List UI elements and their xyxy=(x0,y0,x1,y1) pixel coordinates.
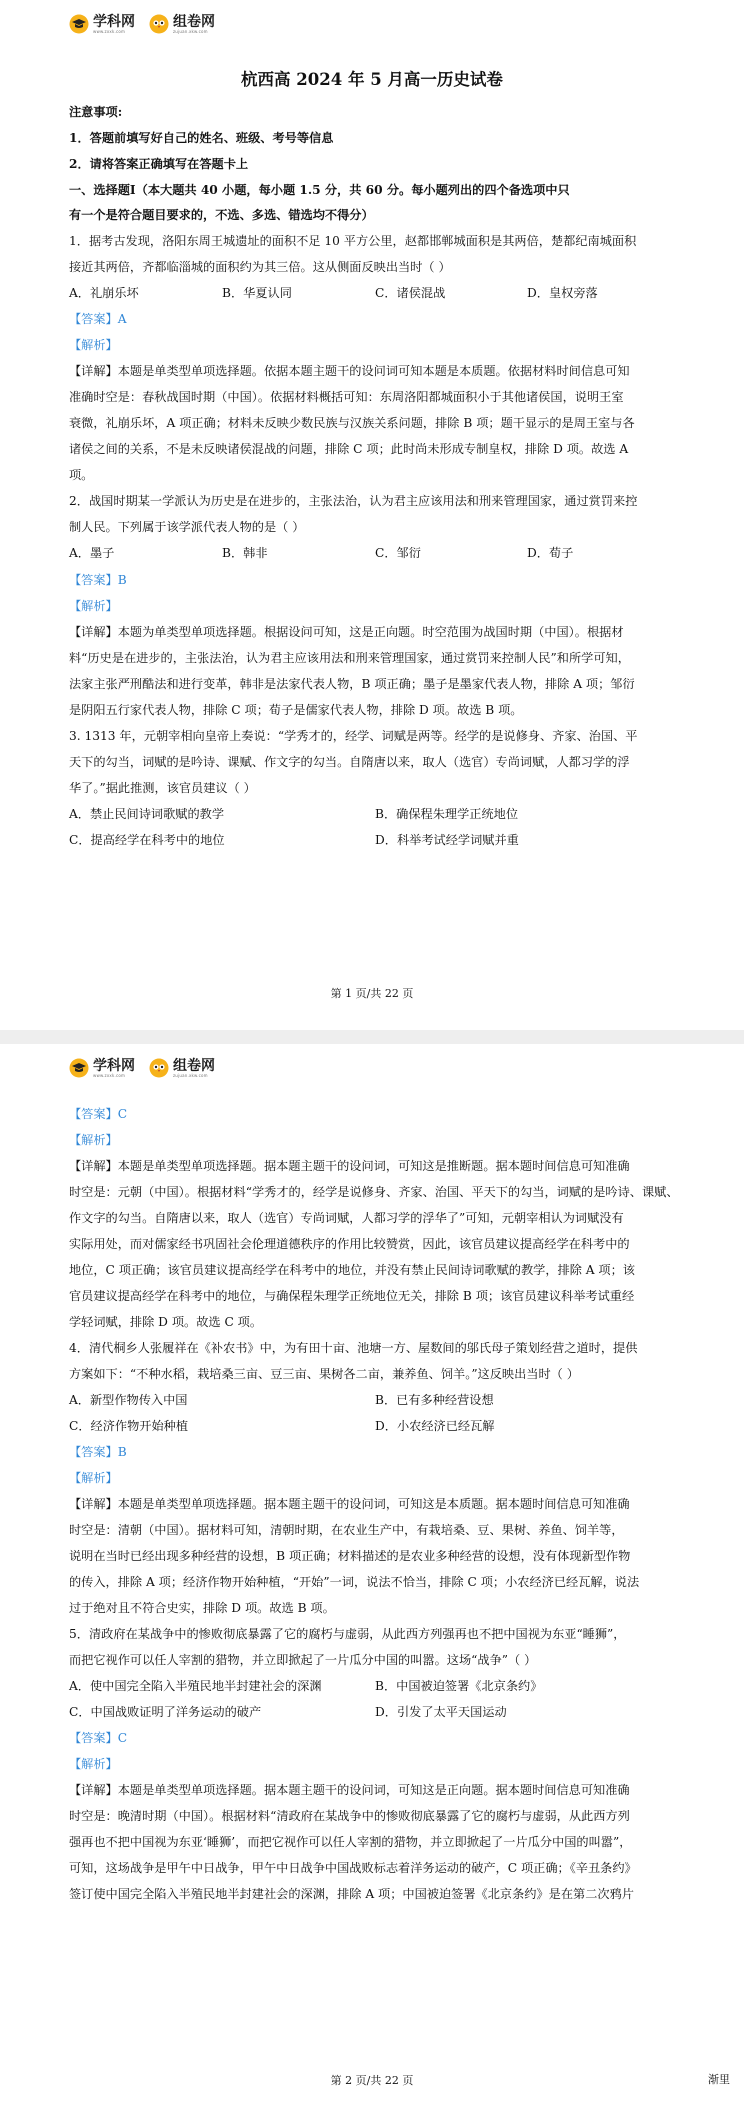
detail-text: 地位，C 项正确；该官员建议提高经学在科考中的地位，并没有禁止民间诗词歌赋的教学，排除 A 项；该 xyxy=(69,1263,635,1277)
logo-xuekewang: 学科网 www.zxxk.com xyxy=(69,1058,135,1078)
detail-text: 【详解】本题是单类型单项选择题。据本题主题干的设问词，可知这是推断题。据本题时间信息可知准确 xyxy=(69,1159,630,1173)
section-heading: 一、选择题Ⅰ（本大题共 40 小题，每小题 1.5 分，共 60 分。每小题列出的四个备选项中只 xyxy=(69,183,570,197)
detail-text: 是阴阳五行家代表人物，排除 C 项；荀子是儒家代表人物，排除 D 项。故选 B 项。 xyxy=(69,703,523,717)
page-footer: 第 2 页/共 22 页 xyxy=(330,2074,414,2087)
option-b: B．华夏认同 xyxy=(222,286,292,300)
option-c: C．中国战败证明了洋务运动的破产 xyxy=(69,1705,262,1719)
exam-title: 杭西高 2024 年 5 月高一历史试卷 xyxy=(241,70,503,89)
page-1 xyxy=(0,0,744,1030)
question-5: 5．清政府在某战争中的惨败彻底暴露了它的腐朽与虚弱，从此西方列强再也不把中国视为东亚“睡狮”， xyxy=(69,1627,626,1641)
detail-text: 签订使中国完全陷入半殖民地半封建社会的深渊，排除 A 项；中国被迫签署《北京条约》是在第二次鸦片 xyxy=(69,1887,634,1901)
question-3: 天下的勾当，词赋的是吟诗、课赋、作文字的勾当。自隋唐以来，取人（选官）专尚词赋，人都习学的浮 xyxy=(69,755,630,769)
question-1: 1．据考古发现，洛阳东周王城遗址的面积不足 10 平方公里，赵都邯郸城面积是其两倍，楚都纪南城面积 xyxy=(69,234,637,248)
option-b: B．确保程朱理学正统地位 xyxy=(375,807,519,821)
detail-text: 实际用处，而对儒家经书巩固社会伦理道德秩序的作用比较赞赏，因此，该官员建议提高经学在科考中的 xyxy=(69,1237,630,1251)
option-c: C．提高经学在科考中的地位 xyxy=(69,833,225,847)
analysis-label: 【解析】 xyxy=(69,599,118,613)
option-b: B．韩非 xyxy=(222,546,268,560)
analysis-label: 【解析】 xyxy=(69,1133,118,1147)
graduation-cap-icon xyxy=(69,1058,89,1078)
option-d: D．科举考试经学词赋并重 xyxy=(375,833,519,847)
detail-text: 的传入，排除 A 项；经济作物开始种植，“开始”一词，说法不恰当，排除 C 项；小农经济已经瓦解，说法 xyxy=(69,1575,640,1589)
analysis-label: 【解析】 xyxy=(69,1757,118,1771)
detail-text: 诸侯之间的关系，不是未反映诸侯混战的问题，排除 C 项；此时尚未形成专制皇权，排除 D 项。故选 A xyxy=(69,442,629,456)
question-2: 制人民。下列属于该学派代表人物的是（ ） xyxy=(69,520,305,534)
logo-zujuanwang: 组卷网 zujuan.xkw.com xyxy=(149,1058,215,1078)
detail-text: 【详解】本题为单类型单项选择题。根据设问可知，这是正向题。时空范围为战国时期（中国）。根据材 xyxy=(69,625,624,639)
answer-label: 【答案】C xyxy=(69,1731,128,1745)
option-d: D．小农经济已经瓦解 xyxy=(375,1419,495,1433)
logo-zujuanwang: 组卷网 zujuan.xkw.com xyxy=(149,14,215,34)
detail-text: 过于绝对且不符合史实，排除 D 项。故选 B 项。 xyxy=(69,1601,335,1615)
detail-text: 料“历史是在进步的，主张法治，认为君主应该用法和刑来管理国家，通过赏罚来控制人民”和所学可知， xyxy=(69,651,630,665)
notice-heading: 注意事项: xyxy=(69,105,123,119)
detail-text: 时空是：元朝（中国）。根据材料“学秀才的，经学是说修身、齐家、治国、平天下的勾当，词赋的是吟诗、课赋、 xyxy=(69,1185,679,1199)
analysis-label: 【解析】 xyxy=(69,338,118,352)
question-1: 接近其两倍，齐都临淄城的面积约为其三倍。这从侧面反映出当时（ ） xyxy=(69,260,451,274)
answer-label: 【答案】A xyxy=(69,312,127,326)
detail-text: 衰微，礼崩乐坏，A 项正确；材料未反映少数民族与汉族关系问题，排除 B 项；题干显示的是周王室与各 xyxy=(69,416,635,430)
option-d: D．荀子 xyxy=(527,546,574,560)
question-2: 2．战国时期某一学派认为历史是在进步的，主张法治，认为君主应该用法和刑来管理国家，通过赏罚来控 xyxy=(69,494,638,508)
detail-text: 准确时空是：春秋战国时期（中国）。依据材料概括可知：东周洛阳都城面积小于其他诸侯国，说明王室 xyxy=(69,390,624,404)
detail-text: 【详解】本题是单类型单项选择题。依据本题主题干的设问词可知本题是本质题。依据材料时间信息可知 xyxy=(69,364,630,378)
owl-icon xyxy=(149,14,169,34)
page-footer: 第 1 页/共 22 页 xyxy=(330,987,414,1000)
detail-text: 时空是：清朝（中国）。据材料可知，清朝时期，在农业生产中，有栽培桑、豆、果树、养鱼、饲羊等， xyxy=(69,1523,624,1537)
question-3: 3. 1313 年，元朝宰相向皇帝上奏说：“学秀才的，经学、词赋是两等。经学的是说修身、齐家、治国、平 xyxy=(69,729,638,743)
question-5: 而把它视作可以任人宰割的猎物，并立即掀起了一片瓜分中国的叫嚣。这场“战争”（ ） xyxy=(69,1653,537,1667)
answer-label: 【答案】B xyxy=(69,1445,127,1459)
option-a: A．使中国完全陷入半殖民地半封建社会的深渊 xyxy=(69,1679,322,1693)
option-d: D．引发了太平天国运动 xyxy=(375,1705,507,1719)
option-b: B．中国被迫签署《北京条约》 xyxy=(375,1679,543,1693)
option-b: B．已有多种经营设想 xyxy=(375,1393,494,1407)
option-a: A．禁止民间诗词歌赋的教学 xyxy=(69,807,225,821)
answer-label: 【答案】C xyxy=(69,1107,128,1121)
detail-text: 项。 xyxy=(69,468,94,482)
detail-text: 时空是：晚清时期（中国）。根据材料“清政府在某战争中的惨败彻底暴露了它的腐朽与虚弱，从此西方列 xyxy=(69,1809,630,1823)
question-4: 方案如下：“不种水稻，栽培桑三亩、豆三亩、果树各二亩，兼养鱼、饲羊。”这反映出当时（ ） xyxy=(69,1367,579,1381)
option-c: C．诸侯混战 xyxy=(375,286,446,300)
notice-item: 1．答题前填写好自己的姓名、班级、考号等信息 xyxy=(69,131,334,145)
analysis-label: 【解析】 xyxy=(69,1471,118,1485)
detail-text: 作文字的勾当。自隋唐以来，取人（选官）专尚词赋，人都习学的浮华了”可知，元朝宰相认为词赋没有 xyxy=(69,1211,624,1225)
owl-icon xyxy=(149,1058,169,1078)
notice-item: 2．请将答案正确填写在答题卡上 xyxy=(69,157,249,171)
option-c: C．经济作物开始种植 xyxy=(69,1419,189,1433)
detail-text: 法家主张严刑酷法和进行变革，韩非是法家代表人物，B 项正确；墨子是墨家代表人物，排除 A 项；邹衍 xyxy=(69,677,635,691)
page-2 xyxy=(0,1044,744,2104)
question-3: 华了。”据此推测，该官员建议（ ） xyxy=(69,781,256,795)
option-a: A．墨子 xyxy=(69,546,115,560)
detail-text: 【详解】本题是单类型单项选择题。据本题主题干的设问词，可知这是本质题。据本题时间信息可知准确 xyxy=(69,1497,630,1511)
option-c: C．邹衍 xyxy=(375,546,421,560)
graduation-cap-icon xyxy=(69,14,89,34)
corner-text: 渐里 xyxy=(708,2073,730,2086)
detail-text: 【详解】本题是单类型单项选择题。据本题主题干的设问词，可知这是正向题。据本题时间信息可知准确 xyxy=(69,1783,630,1797)
answer-label: 【答案】B xyxy=(69,573,127,587)
page-separator xyxy=(0,1030,744,1044)
option-a: A．礼崩乐坏 xyxy=(69,286,139,300)
detail-text: 说明在当时已经出现多种经营的设想，B 项正确；材料描述的是农业多种经营的设想，没有体现新型作物 xyxy=(69,1549,631,1563)
option-a: A．新型作物传入中国 xyxy=(69,1393,188,1407)
detail-text: 官员建议提高经学在科考中的地位，与确保程朱理学正统地位无关，排除 B 项；该官员建议科举考试重经 xyxy=(69,1289,635,1303)
section-heading: 有一个是符合题目要求的，不选、多选、错选均不得分） xyxy=(69,208,374,222)
detail-text: 强再也不把中国视为东亚‘睡狮’，而把它视作可以任人宰割的猎物，并立即掀起了一片瓜分中国的叫嚣”， xyxy=(69,1835,632,1849)
logo-xuekewang: 学科网 www.zxxk.com xyxy=(69,14,135,34)
option-d: D．皇权旁落 xyxy=(527,286,598,300)
detail-text: 学轻词赋，排除 D 项。故选 C 项。 xyxy=(69,1315,263,1329)
question-4: 4．清代桐乡人张履祥在《补农书》中，为有田十亩、池塘一方、屋数间的邬氏母子策划经营之道时，提供 xyxy=(69,1341,638,1355)
detail-text: 可知，这场战争是甲午中日战争，甲午中日战争中国战败标志着洋务运动的破产，C 项正确；《辛丑条约》 xyxy=(69,1861,637,1875)
